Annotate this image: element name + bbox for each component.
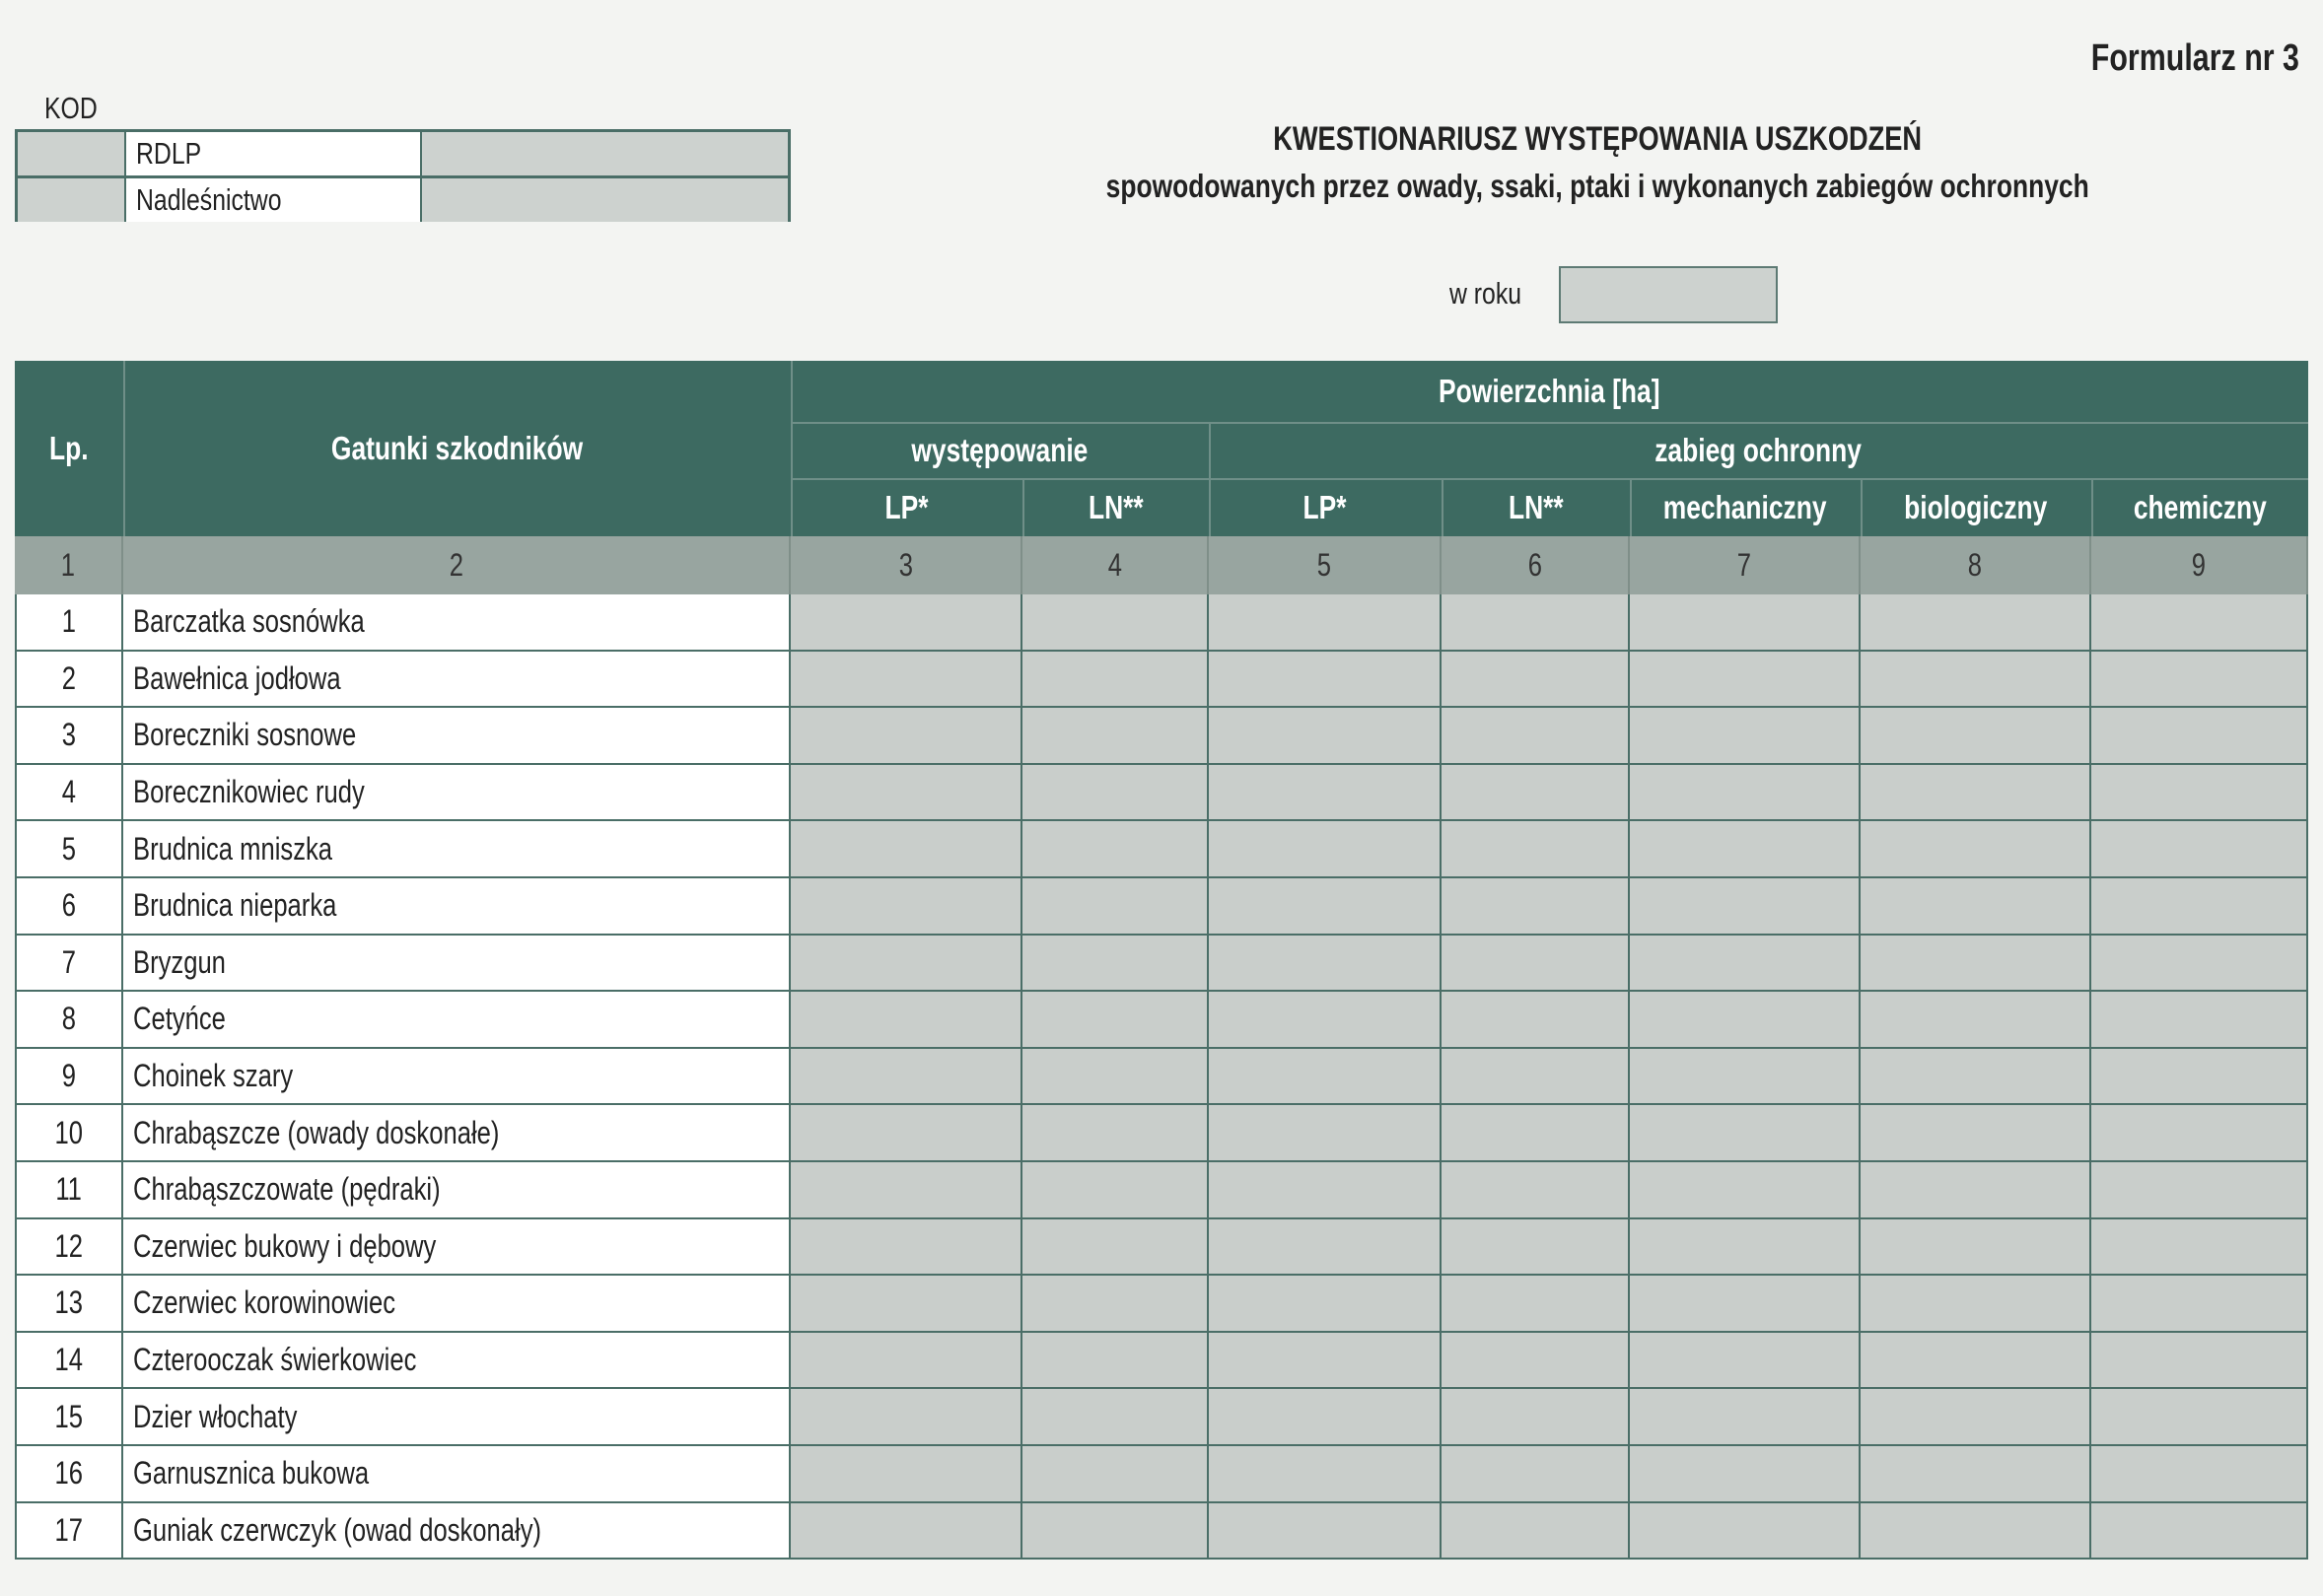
nadlesnictwo-value-field[interactable] [422, 178, 788, 222]
species-name [123, 1105, 791, 1162]
header-divider [791, 478, 2308, 480]
data-input-cell[interactable] [1630, 936, 1861, 993]
data-input-cell[interactable] [1022, 878, 1209, 936]
data-input-cell[interactable] [1861, 878, 2091, 936]
kod-code-cell[interactable] [18, 178, 126, 222]
data-input-cell[interactable] [1022, 1219, 1209, 1277]
data-input-cell[interactable] [791, 1503, 1022, 1561]
species-name-text: Brudnica mniszka [133, 830, 333, 867]
data-input-cell[interactable] [1861, 765, 2091, 822]
species-name [123, 1446, 791, 1503]
data-input-cell[interactable] [1442, 1503, 1630, 1561]
form-subtitle [887, 168, 2307, 205]
data-input-cell[interactable] [1209, 992, 1442, 1049]
header-sub-6 [1442, 478, 1630, 536]
header-area [791, 361, 2308, 422]
data-input-cell[interactable] [2091, 1049, 2308, 1106]
header-sub-8-text: biologiczny [1904, 488, 2048, 525]
header-divider [2091, 478, 2093, 536]
species-name-text: Cetyńce [133, 1001, 226, 1037]
rdlp-label: RDLP [136, 136, 202, 171]
data-input-cell[interactable] [1442, 1219, 1630, 1277]
data-input-cell[interactable] [791, 765, 1022, 822]
kod-row-label [126, 178, 422, 222]
kod-table [15, 129, 791, 222]
data-input-cell[interactable] [1630, 1049, 1861, 1106]
row-number [15, 652, 123, 709]
species-name [123, 765, 791, 822]
header-protection [1209, 422, 2308, 478]
species-name [123, 1049, 791, 1106]
data-input-cell[interactable] [1442, 992, 1630, 1049]
data-input-cell[interactable] [2091, 1162, 2308, 1219]
data-input-cell[interactable] [1022, 765, 1209, 822]
form-number-text: Formularz nr 3 [2090, 37, 2299, 79]
data-input-cell[interactable] [791, 652, 1022, 709]
species-name [123, 878, 791, 936]
data-input-cell[interactable] [1630, 1105, 1861, 1162]
header-divider [791, 422, 2308, 424]
row-number [15, 878, 123, 936]
data-input-cell[interactable] [791, 992, 1022, 1049]
data-input-cell[interactable] [1630, 1446, 1861, 1503]
data-input-cell[interactable] [1442, 1105, 1630, 1162]
species-name-text: Chrabąszcze (owady doskonałe) [133, 1114, 500, 1150]
data-input-cell[interactable] [1022, 1105, 1209, 1162]
row-number-text: 4 [61, 774, 77, 810]
kod-row-label [126, 132, 422, 175]
data-input-cell[interactable] [2091, 878, 2308, 936]
kod-label-text: KOD [44, 91, 98, 125]
row-number-text: 13 [54, 1284, 84, 1321]
data-input-cell[interactable] [1022, 821, 1209, 878]
data-input-cell[interactable] [1209, 1333, 1442, 1390]
species-name-text: Bawełnica jodłowa [133, 659, 341, 696]
row-number-text: 11 [55, 1171, 83, 1208]
data-input-cell[interactable] [1209, 878, 1442, 936]
data-input-cell[interactable] [791, 1219, 1022, 1277]
species-name-text: Garnusznica bukowa [133, 1455, 370, 1492]
column-number-text: 7 [1736, 547, 1752, 583]
kod-row-rdlp [18, 132, 788, 178]
row-number [15, 821, 123, 878]
header-sub-8 [1861, 478, 2091, 536]
data-input-cell[interactable] [1861, 1333, 2091, 1390]
header-divider [1209, 422, 1211, 536]
column-number [1022, 536, 1209, 594]
data-input-cell[interactable] [1022, 992, 1209, 1049]
header-sub-3-text: LP* [884, 488, 929, 525]
column-number-text: 1 [60, 547, 76, 583]
data-input-cell[interactable] [791, 1446, 1022, 1503]
species-name [123, 1333, 791, 1390]
species-name-text: Barczatka sosnówka [133, 603, 365, 640]
data-input-cell[interactable] [1209, 1276, 1442, 1333]
column-number-text: 8 [1967, 547, 1983, 583]
data-input-cell[interactable] [1209, 1219, 1442, 1277]
data-input-cell[interactable] [791, 1389, 1022, 1446]
data-input-cell[interactable] [1022, 594, 1209, 652]
row-number [15, 992, 123, 1049]
data-input-cell[interactable] [2091, 1105, 2308, 1162]
column-number [1630, 536, 1861, 594]
data-input-cell[interactable] [1209, 936, 1442, 993]
data-input-cell[interactable] [1209, 652, 1442, 709]
row-number [15, 1162, 123, 1219]
data-input-cell[interactable] [1209, 1446, 1442, 1503]
year-label [1449, 276, 1539, 312]
data-input-cell[interactable] [1630, 652, 1861, 709]
data-input-cell[interactable] [1022, 936, 1209, 993]
year-label-text: w roku [1449, 276, 1522, 311]
data-input-cell[interactable] [1209, 765, 1442, 822]
row-number-text: 9 [61, 1058, 77, 1094]
row-number [15, 936, 123, 993]
data-input-cell[interactable] [2091, 594, 2308, 652]
column-number [1861, 536, 2091, 594]
species-name-text: Bryzgun [133, 943, 226, 980]
column-number-text: 2 [449, 547, 463, 583]
column-number [791, 536, 1022, 594]
header-species [123, 361, 791, 536]
data-input-cell[interactable] [1209, 1503, 1442, 1561]
data-input-cell[interactable] [2091, 1219, 2308, 1277]
column-number-text: 3 [898, 547, 913, 583]
data-input-cell[interactable] [791, 1333, 1022, 1390]
form-title [887, 120, 2307, 159]
data-input-cell[interactable] [1861, 1503, 2091, 1561]
data-input-cell[interactable] [2091, 1446, 2308, 1503]
data-input-cell[interactable] [1630, 765, 1861, 822]
header-occurrence [791, 422, 1209, 478]
data-input-cell[interactable] [1442, 1162, 1630, 1219]
data-input-cell[interactable] [1022, 1503, 1209, 1561]
row-number [15, 1389, 123, 1446]
species-name [123, 1162, 791, 1219]
data-input-cell[interactable] [2091, 1389, 2308, 1446]
data-input-cell[interactable] [791, 594, 1022, 652]
form-title-text: KWESTIONARIUSZ WYSTĘPOWANIA USZKODZEŃ [1273, 120, 1922, 158]
data-input-cell[interactable] [791, 708, 1022, 765]
header-lp [15, 361, 123, 536]
data-input-cell[interactable] [791, 1049, 1022, 1106]
header-divider [123, 361, 125, 536]
species-name [123, 652, 791, 709]
data-input-cell[interactable] [1861, 1162, 2091, 1219]
species-name-text: Brudnica nieparka [133, 887, 337, 924]
header-sub-4 [1022, 478, 1209, 536]
species-name [123, 936, 791, 993]
column-number-text: 6 [1527, 547, 1542, 583]
species-name [123, 1276, 791, 1333]
data-input-cell[interactable] [2091, 652, 2308, 709]
species-name-text: Choinek szary [133, 1058, 294, 1094]
data-input-cell[interactable] [1442, 1446, 1630, 1503]
column-number [123, 536, 791, 594]
data-input-cell[interactable] [1209, 708, 1442, 765]
data-input-cell[interactable] [1022, 1389, 1209, 1446]
data-input-cell[interactable] [1861, 1219, 2091, 1277]
data-input-cell[interactable] [1022, 1049, 1209, 1106]
header-occurrence-text: występowanie [911, 431, 1089, 468]
data-input-cell[interactable] [1630, 708, 1861, 765]
data-input-cell[interactable] [1209, 821, 1442, 878]
column-number [1209, 536, 1442, 594]
header-divider [1442, 478, 1443, 536]
data-input-cell[interactable] [1442, 1333, 1630, 1390]
data-input-cell[interactable] [1630, 821, 1861, 878]
row-number-text: 16 [54, 1455, 84, 1492]
data-input-cell[interactable] [1861, 821, 2091, 878]
row-number-text: 2 [61, 659, 77, 696]
data-input-cell[interactable] [1022, 1276, 1209, 1333]
form-number [2039, 37, 2299, 80]
header-protection-text: zabieg ochronny [1654, 431, 1863, 468]
data-input-cell[interactable] [1630, 1389, 1861, 1446]
data-input-cell[interactable] [1861, 708, 2091, 765]
data-input-cell[interactable] [1630, 992, 1861, 1049]
header-sub-6-text: LN** [1508, 488, 1564, 525]
data-input-cell[interactable] [2091, 992, 2308, 1049]
data-input-cell[interactable] [1209, 1389, 1442, 1446]
header-divider [1022, 478, 1024, 536]
row-number [15, 708, 123, 765]
data-input-cell[interactable] [1209, 594, 1442, 652]
data-input-cell[interactable] [1861, 594, 2091, 652]
row-number [15, 765, 123, 822]
column-number [15, 536, 123, 594]
data-input-cell[interactable] [1630, 1333, 1861, 1390]
row-number-text: 1 [61, 603, 77, 640]
header-sub-3 [791, 478, 1022, 536]
data-input-cell[interactable] [1861, 1276, 2091, 1333]
data-input-cell[interactable] [1861, 1049, 2091, 1106]
row-number-text: 15 [54, 1398, 84, 1434]
species-name-text: Borecznikowiec rudy [133, 774, 365, 810]
kod-label [44, 91, 110, 126]
data-input-cell[interactable] [2091, 765, 2308, 822]
species-name-text: Chrabąszczowate (pędraki) [133, 1171, 441, 1208]
data-input-cell[interactable] [1022, 1333, 1209, 1390]
header-sub-4-text: LN** [1088, 488, 1144, 525]
species-name-text: Dzier włochaty [133, 1398, 298, 1434]
row-number [15, 1219, 123, 1277]
row-number [15, 1049, 123, 1106]
data-input-cell[interactable] [1442, 594, 1630, 652]
data-input-cell[interactable] [791, 821, 1022, 878]
species-name [123, 821, 791, 878]
data-input-cell[interactable] [1442, 1389, 1630, 1446]
species-name-text: Czerwiec bukowy i dębowy [133, 1227, 437, 1264]
header-sub-5-text: LP* [1302, 488, 1347, 525]
header-sub-7-text: mechaniczny [1663, 488, 1827, 525]
data-input-cell[interactable] [791, 1105, 1022, 1162]
row-number [15, 594, 123, 652]
data-input-cell[interactable] [1022, 1162, 1209, 1219]
header-divider [791, 361, 793, 536]
data-input-cell[interactable] [1630, 1276, 1861, 1333]
data-input-cell[interactable] [791, 1276, 1022, 1333]
species-name [123, 1503, 791, 1561]
species-name [123, 992, 791, 1049]
data-input-cell[interactable] [2091, 1276, 2308, 1333]
species-name-text: Czterooczak świerkowiec [133, 1342, 417, 1378]
data-input-cell[interactable] [1861, 1389, 2091, 1446]
data-input-cell[interactable] [791, 936, 1022, 993]
data-input-cell[interactable] [791, 1162, 1022, 1219]
row-number [15, 1446, 123, 1503]
header-divider [1861, 478, 1863, 536]
data-input-cell[interactable] [1630, 594, 1861, 652]
data-input-cell[interactable] [1022, 652, 1209, 709]
column-number [2091, 536, 2308, 594]
row-number-text: 12 [54, 1227, 84, 1264]
species-name [123, 594, 791, 652]
data-input-cell[interactable] [1630, 878, 1861, 936]
data-input-cell[interactable] [2091, 708, 2308, 765]
form-subtitle-text: spowodowanych przez owady, ssaki, ptaki i wykonanych zabiegów ochronnych [1105, 168, 2089, 204]
data-input-cell[interactable] [1442, 878, 1630, 936]
data-input-cell[interactable] [1022, 1446, 1209, 1503]
data-input-cell[interactable] [1861, 1105, 2091, 1162]
header-divider [1630, 478, 1632, 536]
row-number-text: 7 [61, 943, 77, 980]
species-name [123, 708, 791, 765]
data-input-cell[interactable] [1861, 1446, 2091, 1503]
column-number-text: 4 [1107, 547, 1122, 583]
data-input-cell[interactable] [2091, 821, 2308, 878]
data-input-cell[interactable] [1630, 1219, 1861, 1277]
data-input-cell[interactable] [1861, 992, 2091, 1049]
row-number-text: 5 [61, 830, 77, 867]
data-input-cell[interactable] [1861, 652, 2091, 709]
data-input-cell[interactable] [1442, 708, 1630, 765]
nadlesnictwo-label: Nadleśnictwo [136, 182, 282, 217]
header-sub-9-text: chemiczny [2133, 488, 2267, 525]
row-number-text: 10 [54, 1114, 84, 1150]
data-input-cell[interactable] [1209, 1105, 1442, 1162]
row-number [15, 1276, 123, 1333]
kod-row-nadlesnictwo [18, 178, 788, 222]
data-input-cell[interactable] [1209, 1049, 1442, 1106]
rdlp-value-field[interactable] [422, 132, 788, 175]
row-number-text: 14 [54, 1342, 84, 1378]
data-input-cell[interactable] [1630, 1162, 1861, 1219]
year-field[interactable] [1559, 266, 1778, 323]
row-number-text: 17 [54, 1511, 84, 1548]
column-number-text: 9 [2191, 547, 2207, 583]
data-input-cell[interactable] [1442, 821, 1630, 878]
kod-code-cell[interactable] [18, 132, 126, 175]
header-sub-9 [2091, 478, 2308, 536]
data-input-cell[interactable] [1442, 1276, 1630, 1333]
species-name [123, 1389, 791, 1446]
species-name-text: Guniak czerwczyk (owad doskonały) [133, 1511, 542, 1548]
row-number [15, 1503, 123, 1561]
data-input-cell[interactable] [791, 878, 1022, 936]
data-input-cell[interactable] [2091, 1333, 2308, 1390]
column-number-text: 5 [1316, 547, 1332, 583]
header-lp-text: Lp. [49, 430, 89, 466]
species-name [123, 1219, 791, 1277]
data-input-cell[interactable] [2091, 936, 2308, 993]
row-number-text: 8 [61, 1001, 77, 1037]
species-name-text: Boreczniki sosnowe [133, 717, 357, 753]
data-input-cell[interactable] [2091, 1503, 2308, 1561]
data-input-cell[interactable] [1442, 1049, 1630, 1106]
header-sub-5 [1209, 478, 1442, 536]
data-input-cell[interactable] [1861, 936, 2091, 993]
column-number [1442, 536, 1630, 594]
data-input-cell[interactable] [1442, 652, 1630, 709]
row-number-text: 6 [61, 887, 77, 924]
data-input-cell[interactable] [1209, 1162, 1442, 1219]
header-sub-7 [1630, 478, 1861, 536]
data-input-cell[interactable] [1442, 765, 1630, 822]
row-number [15, 1333, 123, 1390]
data-input-cell[interactable] [1630, 1503, 1861, 1561]
data-input-cell[interactable] [1022, 708, 1209, 765]
data-input-cell[interactable] [1442, 936, 1630, 993]
row-number-text: 3 [61, 717, 77, 753]
row-number [15, 1105, 123, 1162]
species-name-text: Czerwiec korowinowiec [133, 1284, 396, 1321]
header-area-text: Powierzchnia [ha] [1439, 373, 1660, 409]
header-species-text: Gatunki szkodników [330, 430, 584, 466]
